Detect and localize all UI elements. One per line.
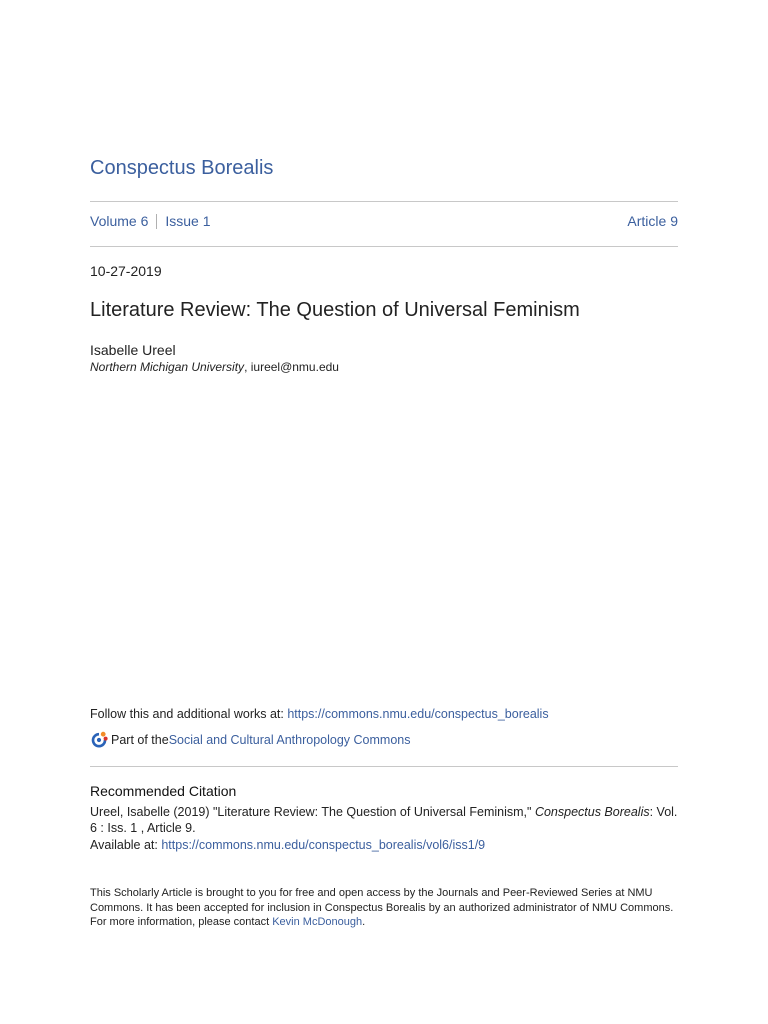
- volume-link[interactable]: Volume 6: [90, 213, 149, 229]
- issue-link[interactable]: Issue 1: [165, 213, 211, 229]
- footer-end: .: [362, 916, 366, 928]
- collection-url-link[interactable]: https://commons.nmu.edu/conspectus_borealis: [287, 707, 549, 721]
- citation-journal: Conspectus Borealis: [534, 805, 650, 819]
- citation-heading: Recommended Citation: [90, 783, 237, 799]
- available-prefix: Available at:: [90, 838, 162, 852]
- follow-prefix: Follow this and additional works at:: [90, 707, 288, 721]
- top-divider: [90, 201, 678, 202]
- citation-part-1: Ureel, Isabelle (2019) "Literature Review: The Question of Universal Feminism,": [90, 805, 535, 819]
- discipline-commons-link[interactable]: Social and Cultural Anthropology Commons: [168, 733, 411, 747]
- citation-part-2: : Vol. 6 : Iss. 1 , Article 9.: [90, 805, 678, 835]
- available-at-line: [90, 838, 485, 852]
- part-of-prefix: Part of the: [111, 733, 169, 747]
- author-name: Isabelle Ureel: [90, 342, 176, 358]
- affiliation-name: Northern Michigan University: [90, 360, 245, 374]
- article-number-link[interactable]: Article 9: [627, 213, 678, 229]
- article-url-link[interactable]: https://commons.nmu.edu/conspectus_borealis/vol6/iss1/9: [161, 838, 486, 852]
- article-title: Literature Review: The Question of Universal Feminism: [90, 299, 580, 321]
- cover-page: [90, 0, 678, 1024]
- issue-separator: [156, 214, 157, 229]
- footer-text: This Scholarly Article is brought to you for free and open access by the Journals and Peer-Reviewed Series at NMU Commons. It has been accepted for inclusion in Conspectus Borealis by an authorized administrator of NMU Commons. For more information, please contact: [90, 887, 674, 928]
- commons-network-icon: [90, 731, 108, 749]
- citation-text: [90, 804, 678, 836]
- issue-bar: [90, 213, 678, 229]
- part-of-line: [90, 731, 410, 749]
- citation-divider: [90, 766, 678, 767]
- bottom-divider: [90, 246, 678, 247]
- author-email: , iureel@nmu.edu: [244, 360, 339, 374]
- publication-date: 10-27-2019: [90, 263, 162, 279]
- footer-note: [90, 886, 678, 930]
- contact-link[interactable]: Kevin McDonough: [272, 916, 363, 928]
- follow-line: [90, 707, 549, 721]
- author-affiliation: [90, 360, 339, 374]
- journal-title-link[interactable]: Conspectus Borealis: [90, 157, 274, 179]
